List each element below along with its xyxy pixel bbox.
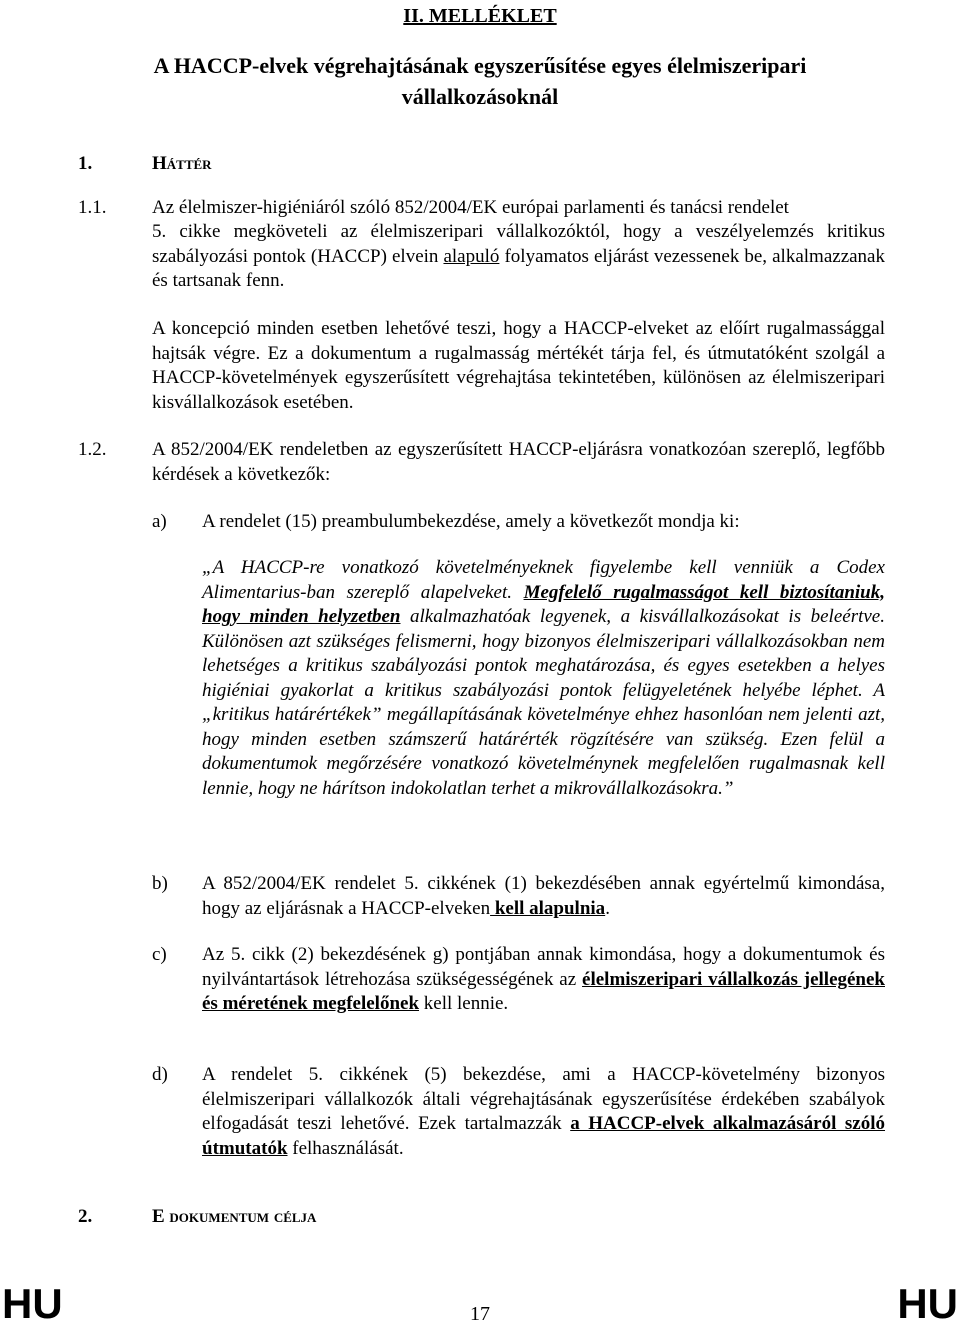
paragraph-1-1-line1: Az élelmiszer-higiéniáról szóló 852/2004/EK európai parlamenti és tanácsi rendelet [152, 197, 789, 218]
paragraph-1-1-flexibility: A koncepció minden esetben lehetővé teszi, hogy a HACCP-elveket az előírt rugalmassággal hajtsák végre. Ez a dokumentum a rugalmasság mértékét tárja fel, és útmutatóként szolgál a HACCP-követelmények egyszerűsített végrehajtása tekintetében, különösen az élelmiszeripari kisvállalkozások esetében. [152, 318, 885, 413]
item-a-text: A rendelet (15) preambulumbekezdése, amely a következőt mondja ki: [202, 511, 740, 532]
paragraph-1-1-number: 1.1. [78, 197, 107, 218]
section-1-title: Háttér [152, 153, 212, 174]
annex-heading: II. MELLÉKLET [403, 5, 557, 27]
item-d-text: A rendelet 5. cikkének (5) bekezdése, ami a HACCP-követelmény bizonyos élelmiszeripari vállalkozók általi végrehajtásának egyszerűsítése érdekében szabályok elfogadását teszi lehetővé. Ezek tartalmazzák a HACCP-elvek alkalmazásáról szóló útmutatók felhasználását. [202, 1064, 886, 1159]
paragraph-1-2-number: 1.2. [78, 439, 107, 460]
item-c-label: c) [152, 944, 167, 965]
document-title: A HACCP-elvek végrehajtásának egyszerűsítése egyes élelmiszeripari vállalkozásoknál [153, 53, 807, 109]
section-2-number: 2. [78, 1206, 93, 1227]
item-c-text: Az 5. cikk (2) bekezdésének g) pontjában annak kimondása, hogy a dokumentumok és nyilvántartások létrehozása szükségességének az élelmiszeripari vállalkozás jellegének és méretének megfelelőnek kell lennie. [202, 944, 885, 1014]
item-b-label: b) [152, 873, 168, 894]
section-1-number: 1. [78, 153, 93, 174]
quote-block: „A HACCP-re vonatkozó követelményeknek figyelembe kell venniük a Codex Alimentarius-ban szereplő alapelveket. Megfelelő rugalmasságot kell biztosítaniuk, hogy minden helyzetben alkalmazhatóak legyenek, a kisvállalkozásokat is beleértve. Különösen azt szükséges felismerni, hogy bizonyos élelmiszeripari vállalkozásokban nem lehetséges a kritikus szabályozási pontok meghatározása, és egyes esetekben a helyes higiéniai gyakorlat a kritikus szabályozási pontok felügyeletének helyébe léphet. A „kritikus határértékek” megállapításának követelménye ehhez hasonlóan nem jelenti azt, hogy minden esetben számszerű határérték rögzítésére van szükség. Ezen felül a dokumentumok megőrzésére vonatkozó követelménynek megfelelően rugalmasnak kell lennie, hogy ne hárítson indokolatlan terhet a mikrovállalkozásokra.” [202, 557, 885, 799]
item-d-label: d) [152, 1064, 168, 1085]
footer-language-right: HU [897, 1280, 958, 1327]
page-number: 17 [470, 1303, 490, 1325]
footer-language-left: HU [2, 1280, 63, 1327]
paragraph-1-2-text: A 852/2004/EK rendeletben az egyszerűsített HACCP-eljárásra vonatkozóan szereplő, legfőbb kérdések a következők: [152, 439, 885, 485]
section-2-title: E dokumentum célja [152, 1206, 317, 1227]
item-a-label: a) [152, 511, 167, 532]
paragraph-1-1-text: 5. cikke megköveteli az élelmiszeripari vállalkozóktól, hogy a veszélyelemzés kritikus szabályozási pontok (HACCP) elvein alapuló folyamatos eljárást vezessenek be, alkalmazzanak és tartsanak fenn. [152, 221, 885, 291]
item-b-text: A 852/2004/EK rendelet 5. cikkének (1) bekezdésében annak egyértelmű kimondása, hogy az eljárásnak a HACCP-elveken kell alapulnia. [202, 873, 885, 919]
